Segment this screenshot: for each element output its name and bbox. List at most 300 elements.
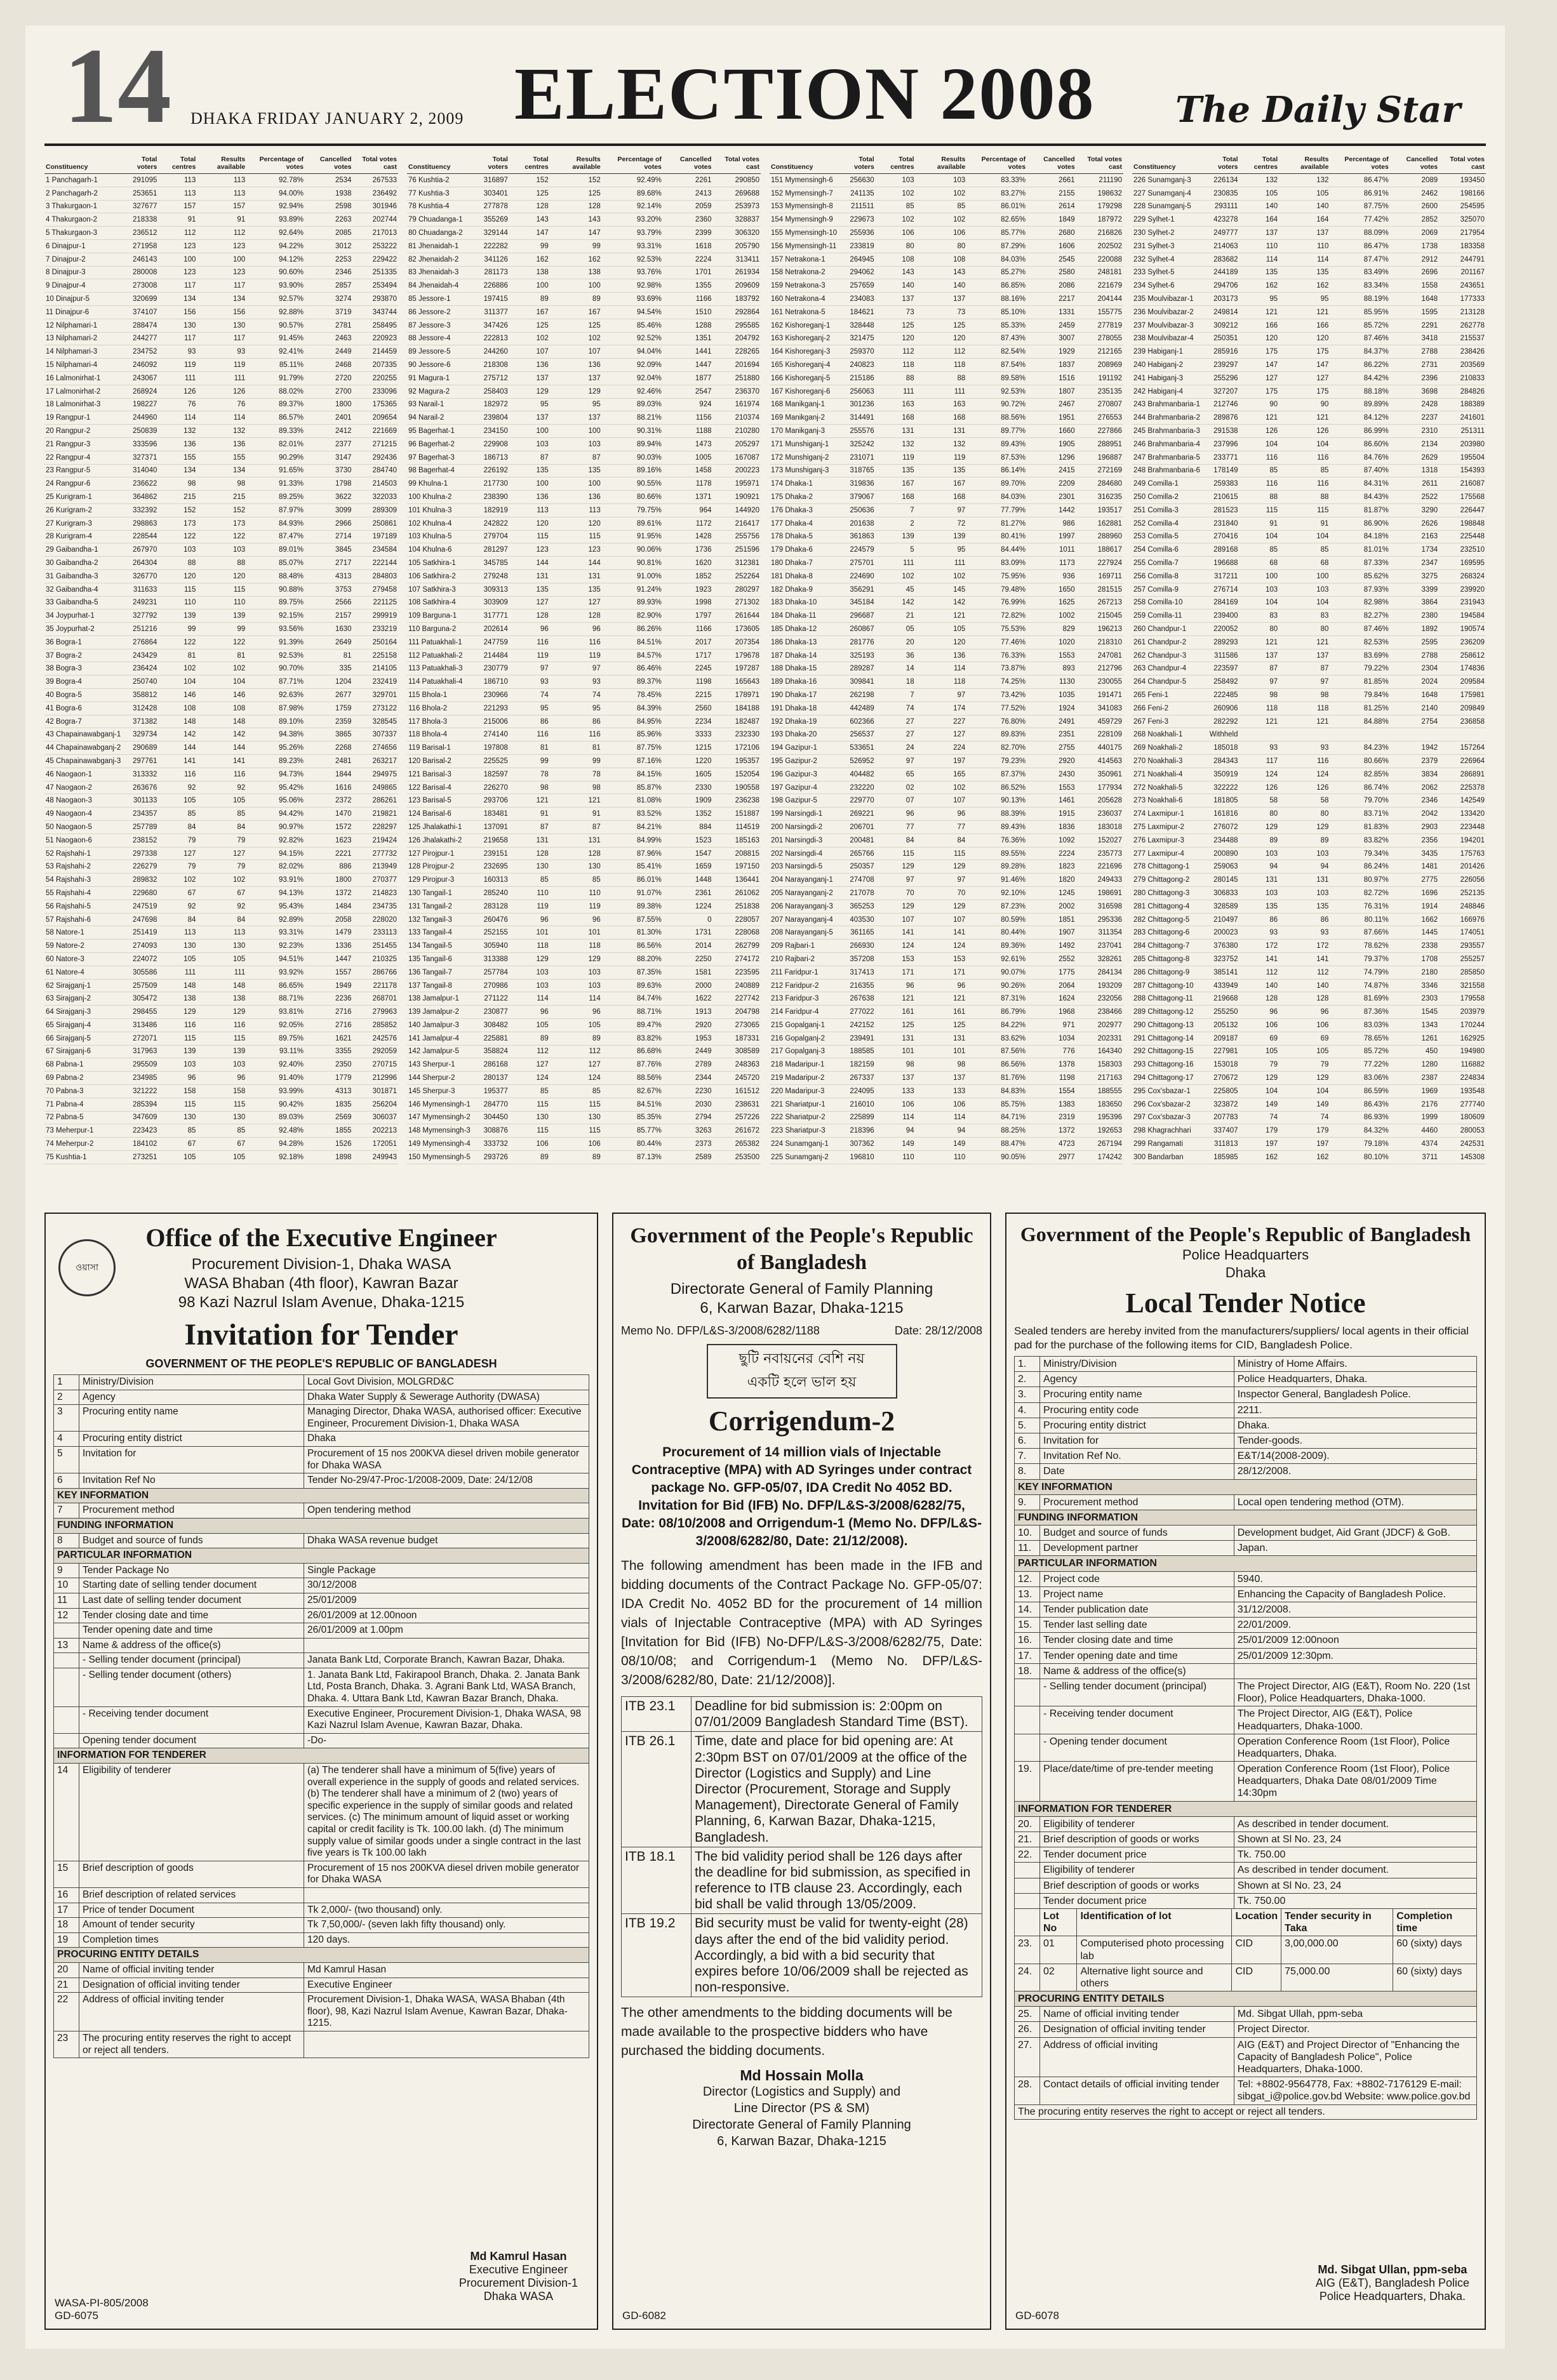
result-cell: 3355 xyxy=(305,1045,353,1058)
result-cell: 148 xyxy=(197,979,246,992)
ad3-details-table xyxy=(1014,1991,1477,2105)
result-cell: 128 xyxy=(509,847,550,860)
result-cell: 89.03% xyxy=(246,1111,305,1124)
result-cell: 90.57% xyxy=(246,319,305,332)
result-cell: 132 xyxy=(1240,174,1280,187)
column-header: Cancelled votes xyxy=(663,156,713,174)
result-cell: 130 xyxy=(509,860,550,874)
ad1-footer xyxy=(55,2297,149,2322)
result-cell: 1173 xyxy=(1027,557,1076,570)
result-cell: 185985 xyxy=(1201,1150,1240,1164)
result-cell: 214823 xyxy=(353,887,398,900)
result-cell: 136 xyxy=(550,359,602,372)
result-cell: 165643 xyxy=(712,675,761,689)
result-row xyxy=(407,808,761,821)
result-cell: 108 xyxy=(916,253,967,266)
result-cell: 2462 xyxy=(1390,187,1439,200)
result-cell: 93.69% xyxy=(602,293,663,306)
result-cell: 87 xyxy=(509,451,550,464)
result-row xyxy=(44,411,398,425)
result-cell: 325070 xyxy=(1439,213,1486,227)
result-cell: 198166 xyxy=(1439,187,1486,200)
result-row xyxy=(407,1138,761,1151)
result-cell: 2338 xyxy=(1390,940,1439,953)
result-cell: 2614 xyxy=(1027,200,1076,213)
result-cell: 262 Chandpur-3 xyxy=(1132,649,1201,662)
result-cell: 263 Chandpur-4 xyxy=(1132,662,1201,675)
result-cell: 248 Brahmanbaria-6 xyxy=(1132,464,1201,477)
result-cell: 1516 xyxy=(1027,371,1076,385)
result-cell: 237 Moulvibazar-3 xyxy=(1132,319,1201,332)
result-cell: 84 xyxy=(197,913,246,926)
result-cell: 282292 xyxy=(1201,715,1240,728)
row-number: 5. xyxy=(1015,1418,1040,1433)
result-cell: 1336 xyxy=(305,940,353,953)
result-cell: 229673 xyxy=(838,213,875,227)
row-number: 4 xyxy=(54,1432,79,1447)
result-cell: 205132 xyxy=(1201,1019,1240,1032)
result-cell: 174 Dhaka-1 xyxy=(770,477,838,491)
result-cell: 141 xyxy=(1240,953,1280,966)
result-row xyxy=(770,583,1123,596)
result-cell: 113 xyxy=(550,503,602,517)
result-row xyxy=(770,966,1123,979)
result-cell: 86.68% xyxy=(602,1045,663,1058)
result-cell: 121 xyxy=(916,992,967,1006)
result-cell: 117 xyxy=(1240,755,1280,768)
result-row xyxy=(407,398,761,411)
result-cell: 131 xyxy=(916,425,967,438)
result-cell: 89.03% xyxy=(602,398,663,411)
result-cell: 105 xyxy=(197,1150,246,1164)
row-value: Executive Engineer xyxy=(304,1978,589,1993)
result-cell: 96 xyxy=(916,808,967,821)
result-cell: 526952 xyxy=(838,755,875,768)
result-cell: 143 xyxy=(916,266,967,279)
row-value: 26/01/2009 at 12.00noon xyxy=(304,1608,589,1623)
result-cell: 163 xyxy=(876,398,916,411)
result-cell: 83.33% xyxy=(966,174,1027,187)
result-cell: 148 Mymensingh-3 xyxy=(407,1124,472,1138)
result-cell: 137 xyxy=(876,1072,916,1085)
result-cell: 1923 xyxy=(663,583,713,596)
result-cell: 1545 xyxy=(1390,1006,1439,1019)
result-cell: 1892 xyxy=(1390,623,1439,636)
tender-row xyxy=(1015,1372,1477,1387)
result-cell: 1659 xyxy=(663,860,713,874)
row-label: Procuring entity name xyxy=(79,1405,304,1432)
result-cell: 152054 xyxy=(712,768,761,781)
result-cell: 99 xyxy=(550,755,602,768)
result-cell: 1092 xyxy=(1027,834,1076,847)
ad2-address-line: Directorate General of Family Planning xyxy=(670,1280,933,1298)
result-cell: 152 xyxy=(550,174,602,187)
result-cell: 3865 xyxy=(305,728,353,741)
result-cell: 322033 xyxy=(353,491,398,504)
result-cell: 152 xyxy=(197,503,246,517)
result-cell: 139 xyxy=(876,530,916,543)
result-cell: 115 xyxy=(197,1032,246,1045)
result-row xyxy=(407,900,761,913)
result-cell: 262778 xyxy=(1439,319,1486,332)
result-cell: 303909 xyxy=(472,596,509,609)
result-row xyxy=(407,728,761,741)
result-cell: 80 xyxy=(1279,808,1330,821)
result-cell: 2852 xyxy=(1390,213,1439,227)
section-title: ELECTION 2008 xyxy=(514,52,1095,135)
result-cell: 127 xyxy=(197,847,246,860)
result-cell: 94.54% xyxy=(602,305,663,319)
result-cell: 1942 xyxy=(1390,741,1439,755)
result-row xyxy=(407,1124,761,1138)
lot-cell: CID xyxy=(1232,1964,1281,1991)
result-cell: 104 xyxy=(158,675,197,689)
result-cell: 154393 xyxy=(1439,464,1486,477)
result-cell: 135 xyxy=(550,583,602,596)
result-cell: 140 xyxy=(1240,200,1280,213)
result-cell: 1820 xyxy=(1027,874,1076,887)
section-row xyxy=(1015,1991,1477,2007)
result-cell: 309313 xyxy=(472,583,509,596)
result-cell: 86.14% xyxy=(966,464,1027,477)
result-cell: 92.48% xyxy=(246,1124,305,1138)
result-cell: 264945 xyxy=(838,253,875,266)
result-cell: 234083 xyxy=(838,293,875,306)
result-cell: 1557 xyxy=(305,966,353,979)
result-cell: 149 xyxy=(1279,1098,1330,1111)
tender-row xyxy=(1015,1541,1477,1556)
result-cell: 228109 xyxy=(1076,728,1123,741)
result-cell: 138 xyxy=(550,266,602,279)
result-cell: 4313 xyxy=(305,1084,353,1098)
result-row xyxy=(1132,755,1486,768)
result-cell: 1823 xyxy=(1027,860,1076,874)
result-cell: 442489 xyxy=(838,701,875,715)
result-cell: 53 Rajshahi-2 xyxy=(44,860,122,874)
result-cell: 168 xyxy=(876,411,916,425)
result-cell: 54 Rajshahi-3 xyxy=(44,874,122,887)
column-header: Cancelled votes xyxy=(305,156,353,174)
result-row xyxy=(407,371,761,385)
result-cell: 125 xyxy=(916,319,967,332)
result-cell: 96 xyxy=(509,623,550,636)
result-row xyxy=(1132,1019,1486,1032)
result-cell: 122 xyxy=(197,530,246,543)
result-cell: 135 xyxy=(1279,900,1330,913)
result-cell: 95 Bagerhat-1 xyxy=(407,425,472,438)
result-cell: 129 xyxy=(916,860,967,874)
row-value: -Do- xyxy=(304,1733,589,1748)
result-cell: 79.84% xyxy=(1330,689,1389,702)
result-cell: 196 Gazipur-3 xyxy=(770,768,838,781)
result-cell: 140 xyxy=(1279,200,1330,213)
result-row xyxy=(44,425,398,438)
section-row xyxy=(1015,1510,1477,1525)
result-row xyxy=(44,887,398,900)
result-cell: 80.97% xyxy=(1330,874,1389,887)
result-cell: 87.97% xyxy=(246,503,305,517)
row-label: Completion times xyxy=(79,1932,304,1948)
result-row xyxy=(44,451,398,464)
result-cell: 155 xyxy=(197,451,246,464)
result-row xyxy=(44,1032,398,1045)
result-cell: 112 xyxy=(876,345,916,359)
result-cell: 329144 xyxy=(472,227,509,240)
ad3-signature xyxy=(1316,2263,1469,2303)
result-cell: 164340 xyxy=(1076,1045,1123,1058)
amendment-row xyxy=(622,1914,982,1997)
result-cell: 320699 xyxy=(122,293,158,306)
result-cell: 111 xyxy=(158,966,197,979)
row-label: Budget and source of funds xyxy=(1040,1526,1234,1541)
result-cell: 147 Mymensingh-2 xyxy=(407,1111,472,1124)
result-row xyxy=(1132,319,1486,332)
result-cell: 194 Gazipur-1 xyxy=(770,741,838,755)
result-cell: 149 Mymensingh-4 xyxy=(407,1138,472,1151)
result-cell: 223423 xyxy=(122,1124,158,1138)
ad1-title: Office of the Executive Engineer xyxy=(145,1223,497,1252)
result-cell: 2481 xyxy=(305,755,353,768)
result-cell: 260867 xyxy=(838,623,875,636)
result-cell: 84.51% xyxy=(602,635,663,649)
ad1-address-line: Procurement Division-1, Dhaka WASA xyxy=(191,1256,451,1273)
result-cell: 92.52% xyxy=(602,332,663,345)
result-cell: 1470 xyxy=(305,808,353,821)
row-value: Dhaka WASA revenue budget xyxy=(304,1533,589,1548)
row-value: 1. Janata Bank Ltd, Fakirapool Branch, Dhaka. 2. Janata Bank Ltd, Posta Branch, Dhaka. 3. Agrani Bank Ltd, WASA Branch, Dhaka. 4. Uttara Bank Ltd, Kawran Bazar Branch, Dhaka. xyxy=(304,1668,589,1706)
result-cell: 84.15% xyxy=(602,768,663,781)
result-cell: 104 xyxy=(1240,530,1280,543)
result-cell: 1837 xyxy=(1027,359,1076,372)
row-number: 21 xyxy=(54,1978,79,1993)
result-cell: 169 Manikganj-2 xyxy=(770,411,838,425)
section-row xyxy=(54,1548,589,1564)
result-row xyxy=(407,781,761,794)
result-cell: 96 xyxy=(197,1072,246,1085)
result-cell: 88 xyxy=(916,371,967,385)
result-cell: 112 xyxy=(509,1045,550,1058)
result-cell: 85 xyxy=(158,1124,197,1138)
tender-row xyxy=(54,1446,589,1473)
result-cell: 267213 xyxy=(1076,596,1123,609)
result-row xyxy=(770,332,1123,345)
result-cell: 182972 xyxy=(472,398,509,411)
tender-row xyxy=(54,1533,589,1548)
result-cell: 102 xyxy=(197,662,246,675)
result-cell: 293726 xyxy=(472,1150,509,1164)
result-cell: 104 xyxy=(1240,437,1280,451)
result-cell: 88.71% xyxy=(602,1006,663,1019)
result-cell: 257784 xyxy=(472,966,509,979)
result-cell: 106 xyxy=(916,1098,967,1111)
result-cell: 74 Meherpur-2 xyxy=(44,1138,122,1151)
result-cell: 79 xyxy=(158,860,197,874)
itb-clause: ITB 26.1 xyxy=(622,1732,692,1847)
result-cell: 2134 xyxy=(1390,437,1439,451)
result-cell: 971 xyxy=(1027,1019,1076,1032)
result-row xyxy=(44,359,398,372)
result-cell: 131 xyxy=(916,1032,967,1045)
result-cell: 252135 xyxy=(1439,887,1486,900)
result-cell: 1178 xyxy=(663,477,713,491)
result-cell: 84.18% xyxy=(1330,530,1389,543)
result-cell: 86.79% xyxy=(966,1006,1027,1019)
result-cell: 309212 xyxy=(1201,319,1240,332)
column-header: Total voters xyxy=(122,156,158,174)
result-cell: 103 xyxy=(158,1058,197,1072)
result-cell: 356291 xyxy=(838,583,875,596)
result-cell: 119 xyxy=(197,359,246,372)
result-cell: 195504 xyxy=(1439,451,1486,464)
result-cell: 41 Bogra-6 xyxy=(44,701,122,715)
result-cell: 9 Dinajpur-4 xyxy=(44,279,122,293)
result-cell: 249814 xyxy=(1201,305,1240,319)
result-cell: 141 xyxy=(1279,953,1330,966)
result-cell: 1717 xyxy=(663,649,713,662)
result-cell: 1800 xyxy=(305,398,353,411)
result-cell: 260476 xyxy=(472,913,509,926)
result-cell: 179298 xyxy=(1076,200,1123,213)
result-cell: 2 xyxy=(876,517,916,530)
result-cell: 120 Barisal-2 xyxy=(407,755,472,768)
result-cell: 34 Joypurhat-1 xyxy=(44,609,122,623)
result-cell: 106 xyxy=(550,1138,602,1151)
result-row xyxy=(1132,253,1486,266)
result-cell: 228297 xyxy=(353,821,398,834)
result-cell: 90.88% xyxy=(246,583,305,596)
result-cell: 80.44% xyxy=(966,926,1027,940)
result-cell: 130 xyxy=(158,1111,197,1124)
column-header: Percentage of votes xyxy=(602,156,663,174)
result-cell: 1481 xyxy=(1390,860,1439,874)
section-label: FUNDING INFORMATION xyxy=(1015,1510,1477,1525)
result-cell: 204798 xyxy=(712,1006,761,1019)
result-cell: 602366 xyxy=(838,715,875,728)
result-row xyxy=(44,1045,398,1058)
result-cell: 81 xyxy=(158,649,197,662)
result-cell: 220255 xyxy=(353,371,398,385)
result-cell: 89.28% xyxy=(966,860,1027,874)
result-row xyxy=(1132,992,1486,1006)
result-cell: 404482 xyxy=(838,768,875,781)
result-cell: 361165 xyxy=(838,926,875,940)
result-cell: 162 Kishoreganj-1 xyxy=(770,319,838,332)
result-cell: 81.85% xyxy=(1330,675,1389,689)
result-cell: 87 xyxy=(550,451,602,464)
result-cell: 1351 xyxy=(663,332,713,345)
result-cell: 90.72% xyxy=(966,398,1027,411)
result-cell: 68 xyxy=(1240,557,1280,570)
result-cell: 129 xyxy=(1240,821,1280,834)
result-cell: 107 xyxy=(509,345,550,359)
result-cell: 125 xyxy=(876,1019,916,1032)
result-cell: 1708 xyxy=(1390,953,1439,966)
result-cell: 1969 xyxy=(1390,1084,1439,1098)
result-row xyxy=(44,847,398,860)
result-cell: 1929 xyxy=(1027,345,1076,359)
tender-row xyxy=(1015,1762,1477,1802)
ad3-intro: Sealed tenders are hereby invited from the manufacturers/suppliers/ local agents in their official pad for the purchase of the following items for CID, Bangladesh Police. xyxy=(1014,1325,1469,1351)
row-number xyxy=(54,1653,79,1668)
result-cell: 886 xyxy=(305,860,353,874)
result-cell: 270672 xyxy=(1201,1072,1240,1085)
result-cell: 29 Gaibandha-1 xyxy=(44,543,122,557)
result-cell: 311354 xyxy=(1076,926,1123,940)
section-label: PROCURING ENTITY DETAILS xyxy=(54,1948,589,1963)
result-cell: 285 Chittagong-8 xyxy=(1132,953,1201,966)
row-label: Procurement method xyxy=(1040,1494,1234,1510)
row-value: Single Package xyxy=(304,1563,589,1578)
result-cell: 105 xyxy=(550,1019,602,1032)
result-cell: 106 xyxy=(916,227,967,240)
result-cell: 115 xyxy=(158,583,197,596)
result-row xyxy=(44,239,398,253)
result-cell: 233 Sylhet-5 xyxy=(1132,266,1201,279)
result-cell: 2611 xyxy=(1390,477,1439,491)
result-cell: 92.53% xyxy=(602,253,663,266)
result-cell: 385141 xyxy=(1201,966,1240,979)
result-cell: 233819 xyxy=(838,239,875,253)
result-cell: 184 Dhaka-11 xyxy=(770,609,838,623)
row-number: 22 xyxy=(54,1993,79,2031)
result-cell: 157264 xyxy=(1439,741,1486,755)
result-cell: 288474 xyxy=(122,319,158,332)
row-number: 11. xyxy=(1015,1541,1040,1556)
result-cell: 1581 xyxy=(663,966,713,979)
result-cell: 10 Dinajpur-5 xyxy=(44,293,122,306)
result-cell: 2720 xyxy=(305,371,353,385)
result-cell: 211190 xyxy=(1076,174,1123,187)
result-cell: 85.77% xyxy=(966,227,1027,240)
result-cell: 87.29% xyxy=(966,239,1027,253)
result-cell: 79.70% xyxy=(1330,794,1389,808)
ad3-reserve: The procuring entity reserves the right to accept or reject all tenders. xyxy=(1014,2105,1477,2120)
result-cell: 98 xyxy=(158,477,197,491)
result-cell: 230966 xyxy=(472,689,509,702)
result-cell: 76.36% xyxy=(966,834,1027,847)
row-label: Address of official inviting xyxy=(1040,2037,1234,2077)
result-cell: 2347 xyxy=(1390,557,1439,570)
result-cell: 1553 xyxy=(1027,781,1076,794)
result-cell: 84.31% xyxy=(1330,477,1389,491)
result-row xyxy=(44,1138,398,1151)
result-cell: 277819 xyxy=(1076,319,1123,332)
result-cell: 328448 xyxy=(838,319,875,332)
result-cell: 90.03% xyxy=(602,451,663,464)
result-row xyxy=(44,860,398,874)
result-cell: 229770 xyxy=(838,794,875,808)
result-cell: 107 Satkhira-3 xyxy=(407,583,472,596)
result-row xyxy=(407,1019,761,1032)
result-cell: 239491 xyxy=(838,1032,875,1045)
result-cell: 226964 xyxy=(1439,755,1486,768)
result-cell: 89.68% xyxy=(602,187,663,200)
result-cell: 114 xyxy=(1279,253,1330,266)
result-cell: 252264 xyxy=(712,569,761,583)
result-cell: 2589 xyxy=(663,1150,713,1164)
result-cell: 293557 xyxy=(1439,940,1486,953)
result-cell: 83.09% xyxy=(966,557,1027,570)
result-cell: 198227 xyxy=(122,398,158,411)
result-cell: 2319 xyxy=(1027,1111,1076,1124)
result-row xyxy=(44,332,398,345)
result-cell: 93 xyxy=(1240,741,1280,755)
result-cell: 243651 xyxy=(1439,279,1486,293)
result-cell: 145 Sherpur-3 xyxy=(407,1084,472,1098)
result-cell: 95 xyxy=(1240,293,1280,306)
result-row xyxy=(1132,517,1486,530)
result-cell: 84.22% xyxy=(966,1019,1027,1032)
